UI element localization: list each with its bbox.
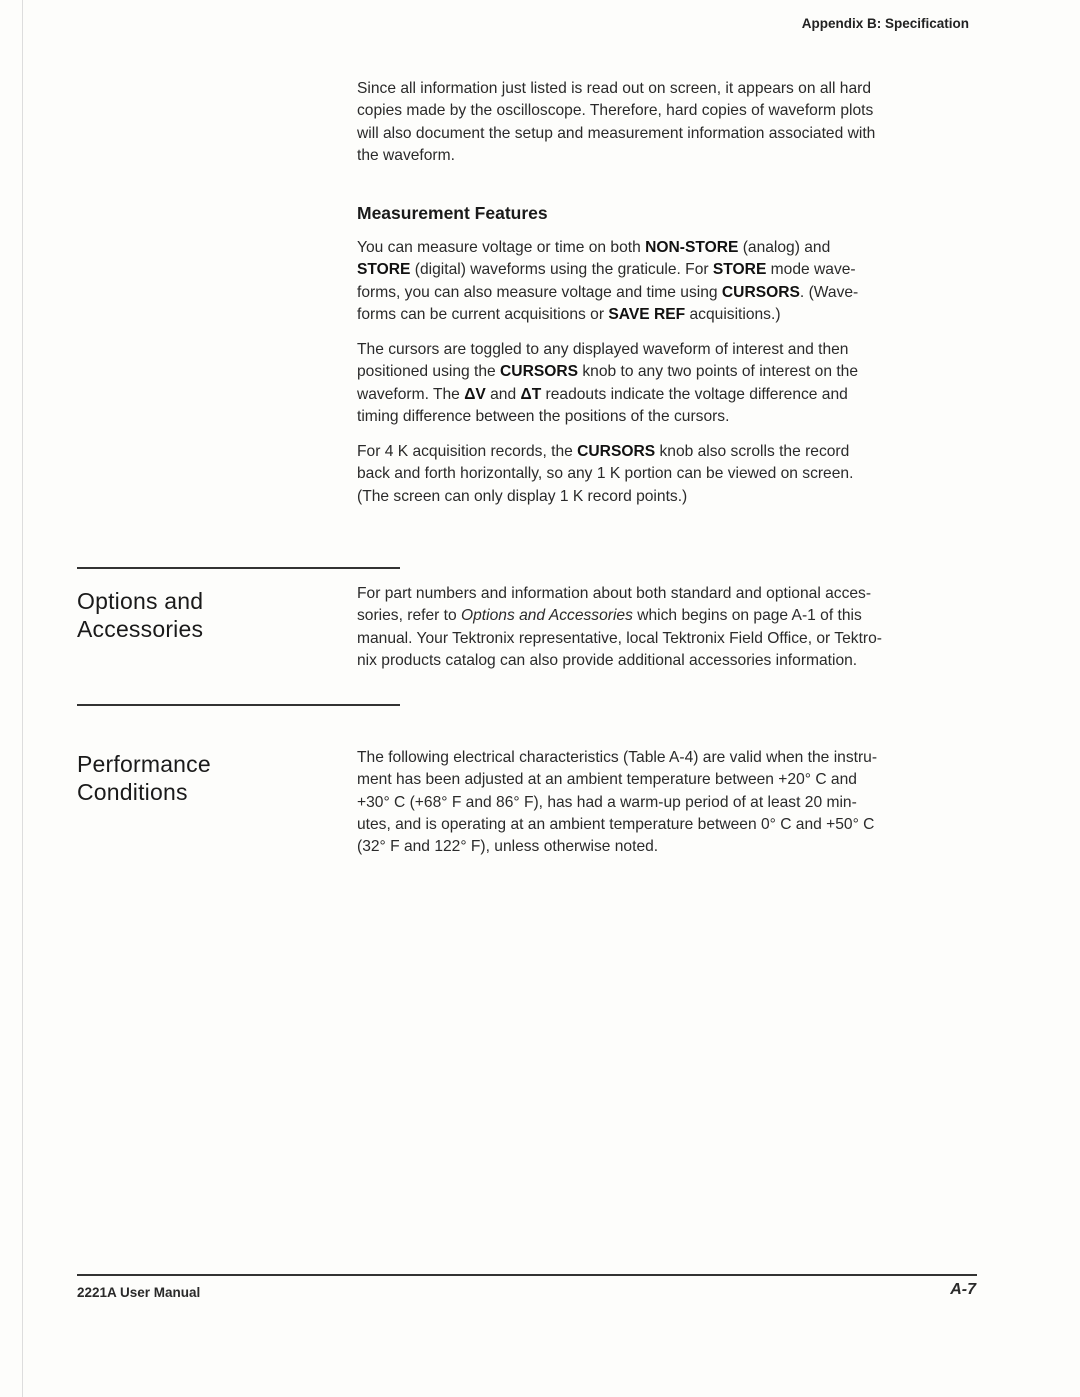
section-divider — [77, 704, 400, 706]
text-segment: utes, and is operating at an ambient temperature between 0° C and +50° C — [357, 815, 875, 833]
text-line — [357, 650, 977, 672]
heading-line: Accessories — [77, 616, 204, 642]
text-segment: (digital) waveforms using the graticule. For — [410, 261, 713, 279]
text-line — [357, 78, 977, 100]
bold-term: ΔT — [520, 385, 542, 403]
text-line — [357, 361, 977, 383]
text-line — [357, 123, 977, 145]
text-line — [357, 486, 977, 508]
text-segment: positioned using the — [357, 363, 501, 381]
text-segment: . (Wave- — [799, 283, 859, 301]
text-line — [357, 100, 977, 122]
text-segment: forms can be current acquisitions or — [357, 305, 609, 323]
text-line — [357, 605, 977, 627]
bold-term: CURSORS — [721, 283, 800, 301]
text-segment: sories, refer to — [357, 607, 461, 625]
text-line — [357, 836, 977, 858]
text-segment: Since all information just listed is read out on screen, it appears on all hard — [357, 80, 872, 97]
text-line — [357, 237, 977, 259]
text-segment: For 4 K acquisition records, the — [357, 443, 578, 460]
heading-line: Conditions — [77, 779, 188, 805]
performance-conditions-heading — [77, 750, 211, 806]
text-line — [357, 282, 977, 304]
text-segment: mode wave- — [766, 261, 856, 279]
text-line — [357, 814, 977, 836]
text-segment: For part numbers and information about both standard and optional acces- — [357, 585, 872, 602]
options-paragraph — [357, 583, 977, 672]
text-line — [357, 628, 977, 650]
text-segment: which begins on page A-1 of this — [632, 607, 862, 625]
text-segment: acquisitions.) — [685, 305, 781, 323]
text-segment: nix products catalog can also provide additional accessories information. — [357, 651, 858, 669]
measurement-features-heading: Measurement Features — [357, 203, 548, 223]
text-segment: readouts indicate the voltage difference and — [541, 385, 848, 403]
text-segment: timing difference between the positions of the cursors. — [357, 407, 730, 425]
text-line — [357, 406, 977, 428]
text-segment: You can measure voltage or time on both — [357, 239, 646, 256]
italic-reference: Options and Accessories — [461, 607, 633, 625]
text-segment: and — [485, 385, 521, 403]
text-segment: knob also scrolls the record — [655, 443, 850, 460]
text-line — [357, 583, 977, 605]
text-segment: back and forth horizontally, so any 1 K portion can be viewed on screen. — [357, 465, 854, 483]
text-segment: copies made by the oscilloscope. Therefore, hard copies of waveform plots — [357, 102, 874, 120]
footer-rule — [77, 1274, 977, 1276]
performance-paragraph — [357, 747, 977, 858]
text-line — [357, 463, 977, 485]
bold-term: SAVE REF — [608, 305, 686, 323]
bold-term: NON-STORE — [645, 239, 739, 256]
text-segment: knob to any two points of interest on the — [578, 363, 859, 381]
measurement-paragraph-1 — [357, 237, 977, 326]
heading-line: Options and — [77, 588, 204, 614]
text-segment: The cursors are toggled to any displayed waveform of interest and then — [357, 341, 849, 358]
footer-manual-title: 2221A User Manual — [77, 1285, 201, 1300]
bold-term: STORE — [357, 261, 411, 279]
text-segment: will also document the setup and measurement information associated with — [357, 124, 876, 142]
measurement-paragraph-2 — [357, 339, 977, 428]
text-segment: The following electrical characteristics (Table A-4) are valid when the instru- — [357, 749, 878, 766]
text-segment: waveform. The — [357, 385, 465, 403]
text-segment: (The screen can only display 1 K record points.) — [357, 487, 688, 505]
measurement-paragraph-3 — [357, 441, 977, 508]
text-segment: forms, you can also measure voltage and time using — [357, 283, 722, 301]
text-line — [357, 747, 977, 769]
text-line — [357, 769, 977, 791]
text-line — [357, 792, 977, 814]
text-line — [357, 304, 977, 326]
text-line — [357, 441, 977, 463]
text-line — [357, 145, 977, 167]
page-number: A-7 — [950, 1281, 976, 1298]
bold-term: ΔV — [464, 385, 486, 403]
bold-term: STORE — [712, 261, 767, 279]
text-line — [357, 339, 977, 361]
bold-term: CURSORS — [577, 443, 656, 460]
text-segment: (analog) and — [738, 239, 831, 256]
text-line — [357, 259, 977, 281]
intro-paragraph — [357, 78, 977, 167]
text-segment: the waveform. — [357, 146, 455, 164]
running-header: Appendix B: Specification — [801, 16, 969, 31]
text-segment: +30° C (+68° F and 86° F), has had a warm-up period of at least 20 min- — [357, 793, 857, 811]
scan-margin-line — [22, 0, 23, 1397]
text-segment: ment has been adjusted at an ambient temperature between +20° C and — [357, 771, 857, 789]
text-segment: (32° F and 122° F), unless otherwise noted. — [357, 838, 659, 856]
section-divider — [77, 567, 400, 569]
heading-line: Performance — [77, 751, 211, 777]
bold-term: CURSORS — [500, 363, 579, 381]
options-accessories-heading — [77, 587, 203, 643]
text-line — [357, 384, 977, 406]
text-segment: manual. Your Tektronix representative, local Tektronix Field Office, or Tektro- — [357, 629, 882, 647]
